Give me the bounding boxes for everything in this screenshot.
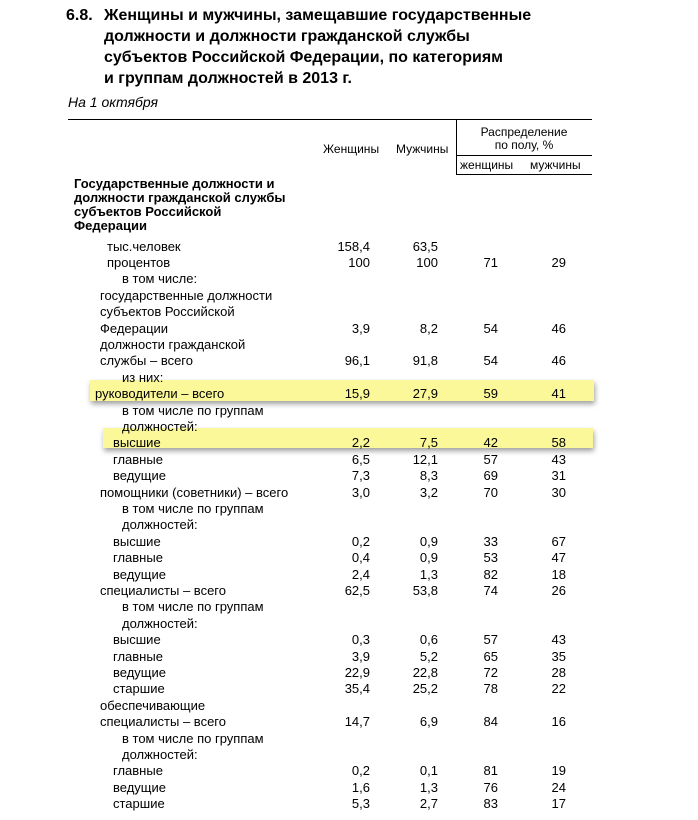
cell-men: 22,8 xyxy=(412,664,438,680)
cell-men: 7,5 xyxy=(419,435,438,451)
cell-women: 22,9 xyxy=(344,664,370,680)
row-label: главные xyxy=(113,648,163,664)
section-title-line: Государственные должности и xyxy=(74,176,275,191)
row-label: главные xyxy=(113,763,163,779)
header-bottom-rule xyxy=(456,174,592,175)
cell-women: 5,3 xyxy=(351,796,370,812)
cell-women: 3,9 xyxy=(351,320,370,336)
cell-men: 25,2 xyxy=(412,681,438,697)
section-title-line: должности гражданской службы xyxy=(74,190,286,205)
cell-men: 0,6 xyxy=(419,632,438,648)
row-label: должностей: xyxy=(122,746,198,762)
table-top-rule xyxy=(68,119,592,120)
cell-women: 2,2 xyxy=(351,435,370,451)
cell-men: 91,8 xyxy=(412,353,438,369)
cell-wpct: 74 xyxy=(483,582,498,598)
cell-mpct: 24 xyxy=(551,779,566,795)
cell-wpct: 57 xyxy=(483,632,498,648)
title-line: Женщины и мужчины, замещавшие государственные xyxy=(104,7,532,24)
cell-mpct: 47 xyxy=(551,550,566,566)
cell-wpct: 84 xyxy=(483,714,498,730)
cell-women: 2,4 xyxy=(351,566,370,582)
row-label: процентов xyxy=(107,254,171,270)
cell-men: 0,9 xyxy=(419,550,438,566)
cell-women: 100 xyxy=(348,254,370,270)
row-label: главные xyxy=(113,550,163,566)
row-label: специалисты – всего xyxy=(100,714,226,730)
cell-mpct: 67 xyxy=(551,533,566,549)
cell-men: 1,3 xyxy=(419,566,438,582)
cell-mpct: 43 xyxy=(551,451,566,467)
row-label: должностей: xyxy=(122,615,198,631)
cell-women: 0,3 xyxy=(351,632,370,648)
row-label: ведущие xyxy=(113,468,166,484)
title-line: должности и должности гражданской службы xyxy=(104,28,470,45)
cell-men: 12,1 xyxy=(412,451,438,467)
row-label: руководители – всего xyxy=(95,386,225,402)
cell-wpct: 76 xyxy=(483,779,498,795)
cell-mpct: 29 xyxy=(551,254,566,270)
cell-men: 0,9 xyxy=(419,533,438,549)
cell-men: 2,7 xyxy=(419,796,438,812)
cell-mpct: 35 xyxy=(551,648,566,664)
cell-mpct: 46 xyxy=(551,320,566,336)
row-label: обеспечивающие xyxy=(100,697,206,713)
row-label: главные xyxy=(113,451,163,467)
cell-mpct: 17 xyxy=(551,796,566,812)
row-label: специалисты – всего xyxy=(100,582,226,598)
cell-wpct: 54 xyxy=(483,353,498,369)
col-header-distribution: Распределение xyxy=(480,125,568,139)
row-label: должностей: xyxy=(122,517,198,533)
row-label: высшие xyxy=(113,533,161,549)
cell-men: 5,2 xyxy=(419,648,438,664)
cell-wpct: 42 xyxy=(483,435,498,451)
row-label: ведущие xyxy=(113,566,166,582)
cell-men: 27,9 xyxy=(412,386,438,402)
cell-men: 53,8 xyxy=(412,582,438,598)
cell-men: 6,9 xyxy=(419,714,438,730)
cell-women: 35,4 xyxy=(344,681,370,697)
row-label: старшие xyxy=(113,681,165,697)
col-header-distribution-sub: по полу, % xyxy=(494,138,554,152)
cell-wpct: 82 xyxy=(483,566,498,582)
col-header-men-pct: мужчины xyxy=(530,158,581,172)
cell-women: 0,2 xyxy=(351,763,370,779)
cell-mpct: 31 xyxy=(551,468,566,484)
row-label: в том числе: xyxy=(122,271,198,287)
section-title xyxy=(74,177,334,233)
cell-men: 0,1 xyxy=(419,763,438,779)
cell-wpct: 53 xyxy=(483,550,498,566)
row-label: из них: xyxy=(122,369,164,385)
section-title-line: Федерации xyxy=(74,218,147,233)
table-number: 6.8. xyxy=(66,7,93,24)
row-label: Федерации xyxy=(100,320,169,336)
row-label: ведущие xyxy=(113,779,166,795)
cell-women: 7,3 xyxy=(351,468,370,484)
row-label: должностей: xyxy=(122,418,198,434)
as-of-date: На 1 октября xyxy=(68,94,158,110)
cell-women: 62,5 xyxy=(344,582,370,598)
cell-wpct: 33 xyxy=(483,533,498,549)
cell-mpct: 46 xyxy=(551,353,566,369)
cell-women: 0,4 xyxy=(351,550,370,566)
row-label: тыс.человек xyxy=(107,238,181,254)
cell-women: 1,6 xyxy=(351,779,370,795)
row-label: в том числе по группам xyxy=(122,500,264,516)
cell-mpct: 19 xyxy=(551,763,566,779)
cell-men: 3,2 xyxy=(419,484,438,500)
cell-wpct: 57 xyxy=(483,451,498,467)
cell-wpct: 78 xyxy=(483,681,498,697)
cell-men: 8,3 xyxy=(419,468,438,484)
cell-women: 6,5 xyxy=(351,451,370,467)
cell-men: 1,3 xyxy=(419,779,438,795)
cell-wpct: 69 xyxy=(483,468,498,484)
cell-women: 0,2 xyxy=(351,533,370,549)
cell-wpct: 72 xyxy=(483,664,498,680)
row-label: помощники (советники) – всего xyxy=(100,484,289,500)
cell-women: 158,4 xyxy=(337,238,370,254)
cell-men: 63,5 xyxy=(412,238,438,254)
title-line: и группам должностей в 2013 г. xyxy=(104,70,352,87)
cell-women: 15,9 xyxy=(344,386,370,402)
cell-women: 14,7 xyxy=(344,714,370,730)
cell-women: 96,1 xyxy=(344,353,370,369)
cell-wpct: 65 xyxy=(483,648,498,664)
cell-mpct: 28 xyxy=(551,664,566,680)
col-header-women: Женщины xyxy=(323,142,380,156)
row-label: должности гражданской xyxy=(100,336,246,352)
row-label: службы – всего xyxy=(100,353,193,369)
row-label: в том числе по группам xyxy=(122,730,264,746)
cell-mpct: 18 xyxy=(551,566,566,582)
cell-wpct: 83 xyxy=(483,796,498,812)
cell-wpct: 59 xyxy=(483,386,498,402)
row-label: высшие xyxy=(113,632,161,648)
cell-mpct: 43 xyxy=(551,632,566,648)
cell-women: 3,0 xyxy=(351,484,370,500)
cell-wpct: 54 xyxy=(483,320,498,336)
row-label: государственные должности xyxy=(100,287,273,303)
cell-mpct: 16 xyxy=(551,714,566,730)
cell-mpct: 26 xyxy=(551,582,566,598)
cell-mpct: 41 xyxy=(551,386,566,402)
header-subrule xyxy=(456,155,592,156)
col-header-men: Мужчины xyxy=(396,142,449,156)
cell-wpct: 71 xyxy=(483,254,498,270)
col-header-women-pct: женщины xyxy=(460,158,514,172)
cell-mpct: 22 xyxy=(551,681,566,697)
section-title-line: субъектов Российской xyxy=(74,204,222,219)
row-label: ведущие xyxy=(113,664,166,680)
row-label: в том числе по группам xyxy=(122,402,264,418)
cell-men: 8,2 xyxy=(419,320,438,336)
cell-mpct: 58 xyxy=(551,435,566,451)
cell-mpct: 30 xyxy=(551,484,566,500)
title-line: субъектов Российской Федерации, по категориям xyxy=(104,49,503,66)
row-label: высшие xyxy=(113,435,161,451)
row-label: субъектов Российской xyxy=(100,304,235,320)
row-label: в том числе по группам xyxy=(122,599,264,615)
row-label: старшие xyxy=(113,796,165,812)
cell-wpct: 81 xyxy=(483,763,498,779)
cell-men: 100 xyxy=(416,254,438,270)
cell-wpct: 70 xyxy=(483,484,498,500)
cell-women: 3,9 xyxy=(351,648,370,664)
